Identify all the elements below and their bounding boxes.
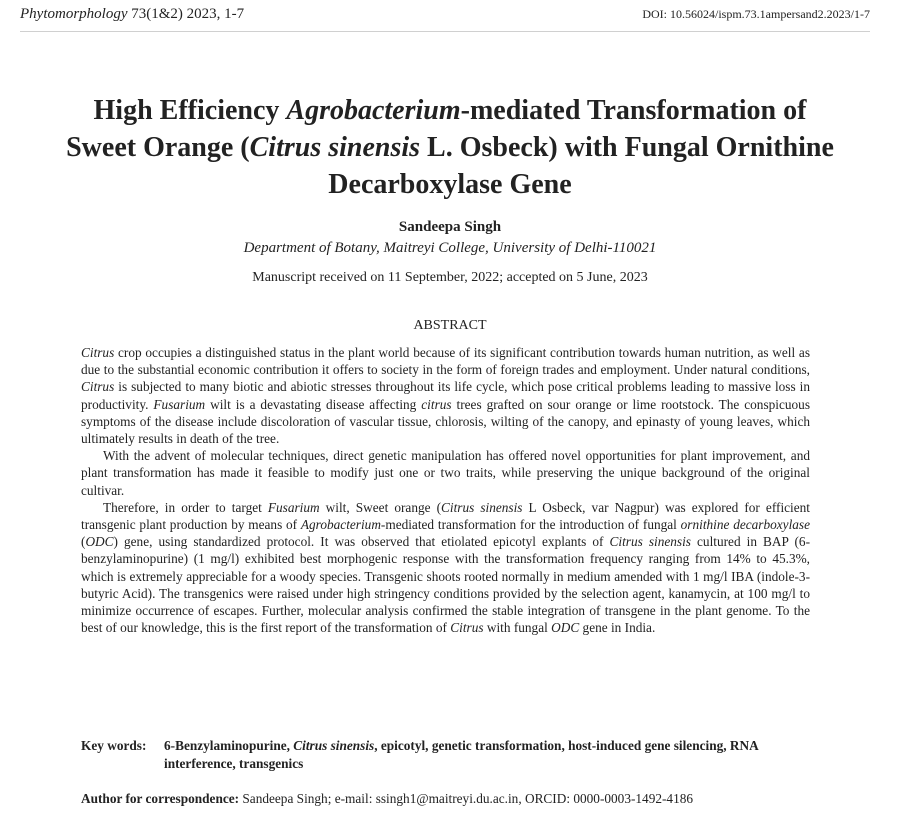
- doi: DOI: 10.56024/ispm.73.1ampersand2.2023/1-7: [642, 7, 870, 21]
- manuscript-dates: Manuscript received on 11 September, 2022; accepted on 5 June, 2023: [252, 270, 648, 285]
- italic-term: Citrus sinensis: [293, 738, 375, 753]
- title-text: High Efficiency: [93, 95, 287, 126]
- page-header: [20, 6, 870, 32]
- text-run: gene in India.: [579, 620, 656, 636]
- abstract-paragraph: [81, 344, 810, 447]
- text-run: cultured in BAP (6-benzylaminopurine) (1 mg/l) exhibited best morphogenic response with the transformation frequency ranging from 14% to 45.3%, which is extremely appreciable for a woody species. Transgenic shoots rooted normally in medium amended with 1 mg/l IBA (indole-3-butyric Acid). The transgenics were raised under high stringency conditions provided by the selection agent, kanamycin, at 100 mg/l to minimize occurrence of escapes. Further, molecular analysis confirmed the stable integration of transgene in the plant genome. To the best of our knowledge, this is the first report of the transformation of: [81, 534, 810, 636]
- title-line-3: Decarboxylase Gene: [328, 169, 572, 200]
- italic-term: Citrus sinensis: [609, 534, 691, 550]
- text-run: trees grafted on sour orange or lime rootstock. The conspicuous symptoms of the disease include discoloration of vascular tissue, chlorosis, wilting of the canopy, and epinasty of young leaves, which ultimately results in death of the tree.: [81, 396, 810, 447]
- title-text: L. Osbeck) with Fungal Ornithine: [420, 132, 834, 163]
- text-run: Therefore, in order to target: [103, 499, 268, 515]
- author-name: Sandeepa Singh: [398, 219, 502, 235]
- text-run: wilt is a devastating disease affecting: [205, 396, 422, 412]
- journal-citation: [20, 6, 244, 23]
- text-run: wilt, Sweet orange (: [319, 499, 442, 515]
- text-run: ) gene, using standardized protocol. It was observed that etiolated epicotyl explants of: [113, 534, 610, 550]
- title-text: Sweet Orange (: [66, 132, 250, 163]
- abstract-paragraph: [81, 447, 810, 499]
- text-run: is subjected to many biotic and abiotic stresses throughout its life cycle, which pose critical problems leading to massive loss in productivity.: [81, 379, 810, 412]
- text-run: crop occupies a distinguished status in the plant world because of its significant contribution towards human nutrition, as well as due to the substantial economic contribution it offers to society in the form of foreign trades and employment. Under natural conditions,: [81, 345, 810, 378]
- correspondence-label: Author for correspondence:: [81, 791, 240, 806]
- text-run: L Osbeck, var Nagpur) was explored for efficient transgenic plant production by means of: [81, 499, 810, 533]
- abstract-body: [81, 344, 810, 636]
- title-italic: Citrus sinensis: [249, 132, 421, 163]
- correspondence: [81, 791, 841, 807]
- italic-term: citrus: [421, 396, 452, 412]
- keywords-list: [164, 737, 821, 773]
- text-run: -mediated transformation for the introduction of fungal: [380, 517, 681, 533]
- italic-term: Citrus: [81, 379, 115, 395]
- text-run: With the advent of molecular techniques, direct genetic manipulation has offered novel opportunities for plant improvement, and plant transformation has made it feasible to modify just one or two traits, while preserving the unique background of the original cultivar.: [81, 448, 810, 498]
- text-run: 6-Benzylaminopurine,: [164, 738, 294, 753]
- abstract-paragraph: [81, 499, 810, 637]
- italic-term: Citrus sinensis: [441, 499, 523, 515]
- title-text: -mediated Transformation of: [460, 95, 807, 126]
- title-line-2: [0, 129, 900, 166]
- title-italic: Agrobacterium: [286, 95, 461, 126]
- keywords-label: Key words:: [81, 738, 147, 753]
- correspondence-details: Sandeepa Singh; e-mail: ssingh1@maitreyi.du.ac.in, ORCID: 0000-0003-1492-4186: [239, 791, 694, 806]
- italic-term: Citrus: [450, 620, 484, 636]
- text-run: , epicotyl, genetic transformation, host-induced gene silencing, RNA interference, transgenics: [164, 738, 758, 771]
- text-run: (: [81, 534, 86, 550]
- author-affiliation: Department of Botany, Maitreyi College, University of Delhi-110021: [243, 240, 657, 256]
- italic-term: Agrobacterium: [300, 517, 381, 533]
- italic-term: Fusarium: [153, 396, 206, 412]
- italic-term: Citrus: [81, 345, 115, 360]
- italic-term: Fusarium: [267, 499, 320, 515]
- abstract-heading: ABSTRACT: [413, 318, 487, 333]
- text-run: with fungal: [483, 620, 552, 636]
- paper-title: [0, 92, 900, 203]
- journal-volume: 73(1&2) 2023, 1-7: [127, 6, 245, 22]
- italic-term: ornithine decarboxylase: [680, 517, 810, 533]
- italic-term: ODC: [85, 534, 114, 550]
- title-line-1: [0, 92, 900, 129]
- keywords: [81, 737, 821, 773]
- italic-term: ODC: [551, 620, 580, 636]
- journal-name: Phytomorphology: [20, 6, 128, 22]
